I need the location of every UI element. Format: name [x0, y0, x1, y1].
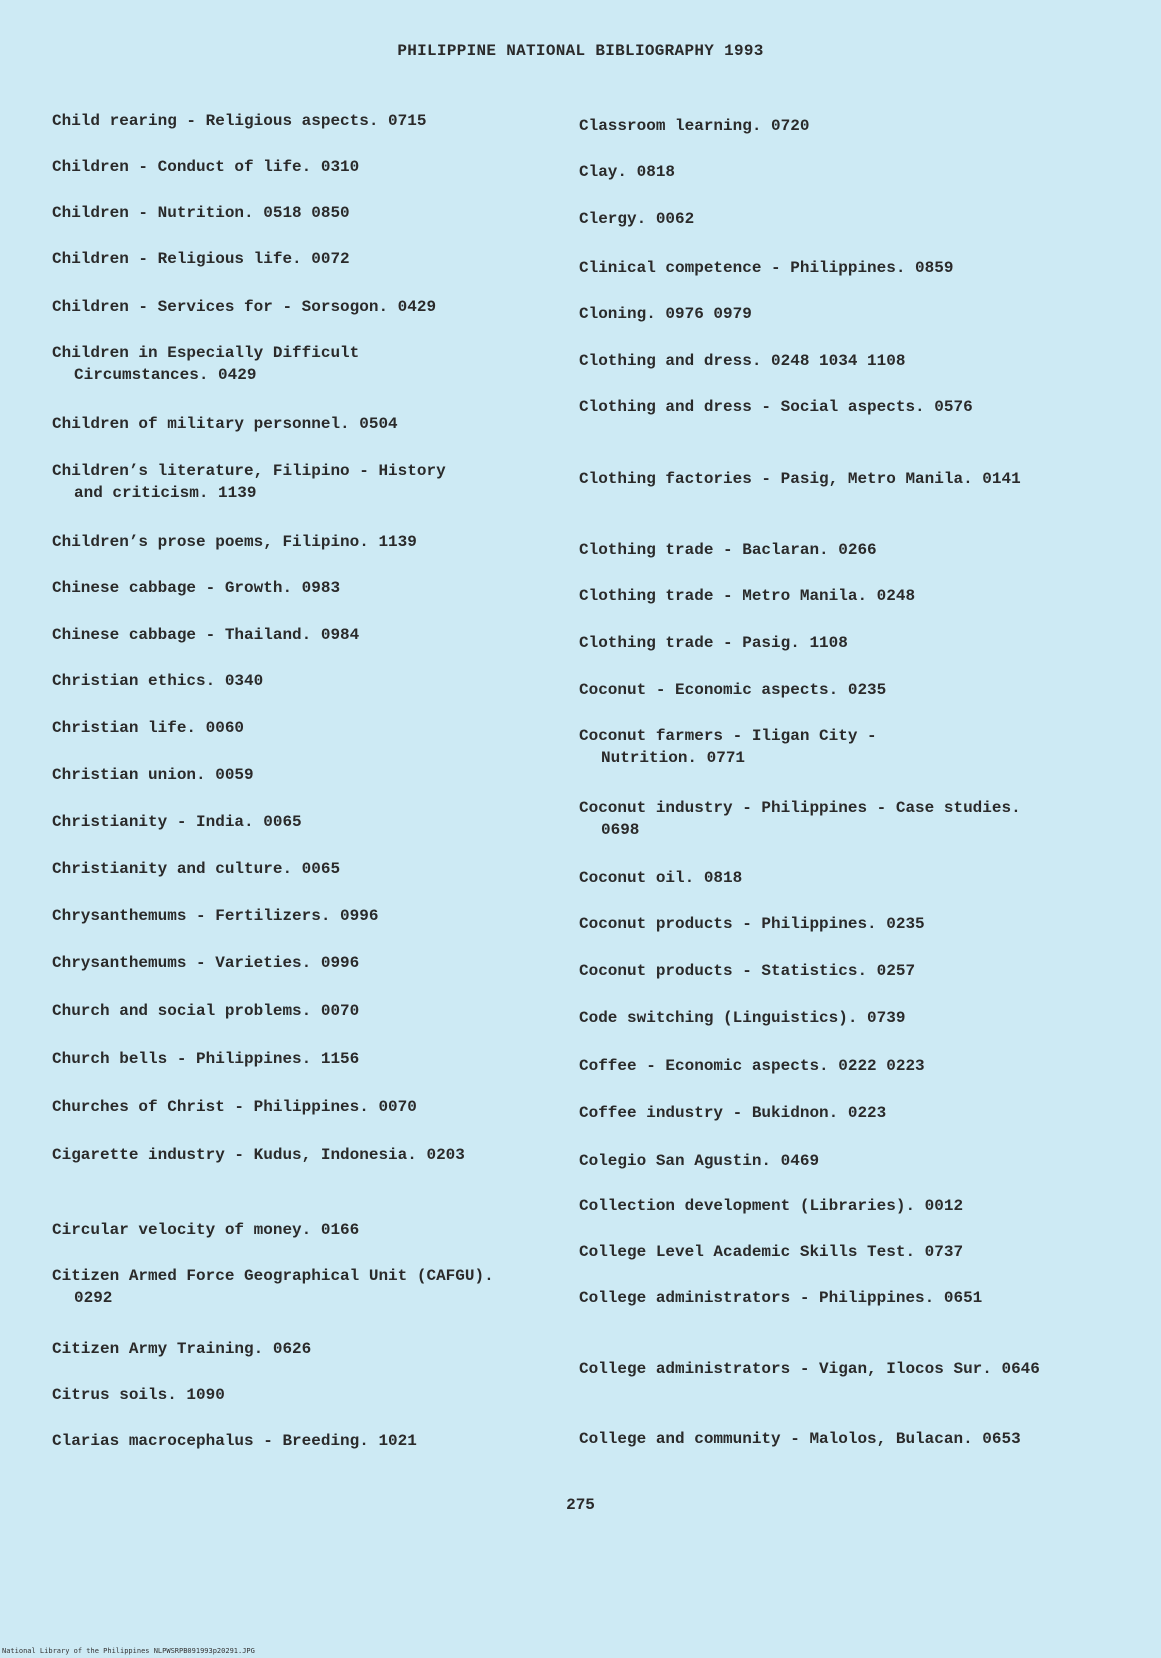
index-entry: Coconut products - Statistics. 0257 [579, 962, 916, 980]
index-entry: Christian life. 0060 [52, 719, 245, 737]
index-entry: Clothing trade - Pasig. 1108 [579, 634, 848, 652]
index-entry: Clothing and dress - Social aspects. 0576 [579, 398, 973, 416]
index-entry: Children in Especially Difficult Circumstances. 0429 [52, 344, 360, 384]
index-entry: Cigarette industry - Kudus, Indonesia. 0203 [52, 1146, 465, 1164]
index-entry: Child rearing - Religious aspects. 0715 [52, 112, 427, 130]
index-entry: Clothing factories - Pasig, Metro Manila. 0141 [579, 470, 1021, 488]
index-entry: Colegio San Agustin. 0469 [579, 1152, 820, 1170]
index-entry: Children’s literature, Filipino - History and criticism. 1139 [52, 462, 446, 502]
index-entry: Circular velocity of money. 0166 [52, 1221, 360, 1239]
index-entry: Coconut oil. 0818 [579, 869, 743, 887]
index-entry: Chrysanthemums - Varieties. 0996 [52, 954, 360, 972]
scan-footer: National Library of the Philippines NLPWSRPB091993p20291.JPG [2, 1647, 255, 1655]
index-entry: Collection development (Libraries). 0012 [579, 1197, 964, 1215]
index-entry: Children - Nutrition. 0518 0850 [52, 204, 350, 222]
index-entry: College and community - Malolos, Bulacan. 0653 [579, 1430, 1021, 1448]
index-entry: Clothing trade - Baclaran. 0266 [579, 541, 877, 559]
index-entry: Clinical competence - Philippines. 0859 [579, 259, 954, 277]
index-entry: Classroom learning. 0720 [579, 117, 810, 135]
index-entry: Church and social problems. 0070 [52, 1002, 360, 1020]
index-entry: Children’s prose poems, Filipino. 1139 [52, 533, 417, 551]
index-entry: Coconut farmers - Iligan City - Nutrition. 0771 [579, 727, 877, 767]
index-entry: Coconut products - Philippines. 0235 [579, 915, 925, 933]
index-entry: Clarias macrocephalus - Breeding. 1021 [52, 1432, 417, 1450]
index-entry: Children - Conduct of life. 0310 [52, 158, 360, 176]
page-number: 275 [566, 1496, 595, 1514]
index-entry: Christian union. 0059 [52, 766, 254, 784]
index-entry: Church bells - Philippines. 1156 [52, 1050, 360, 1068]
index-entry: Coconut industry - Philippines - Case studies. 0698 [579, 799, 1021, 839]
index-entry: Coconut - Economic aspects. 0235 [579, 681, 887, 699]
index-entry: Citizen Army Training. 0626 [52, 1340, 312, 1358]
index-entry: Citizen Armed Force Geographical Unit (CAFGU). 0292 [52, 1267, 494, 1307]
index-entry: College Level Academic Skills Test. 0737 [579, 1243, 964, 1261]
index-entry: Christianity and culture. 0065 [52, 860, 341, 878]
index-entry: Chrysanthemums - Fertilizers. 0996 [52, 907, 379, 925]
index-entry: Code switching (Linguistics). 0739 [579, 1009, 906, 1027]
index-entry: Clay. 0818 [579, 163, 676, 181]
index-entry: Christian ethics. 0340 [52, 672, 264, 690]
index-entry: Children - Religious life. 0072 [52, 250, 350, 268]
index-entry: Coffee industry - Bukidnon. 0223 [579, 1104, 887, 1122]
index-entry: College administrators - Vigan, Ilocos Sur. 0646 [579, 1360, 1040, 1378]
index-entry: Churches of Christ - Philippines. 0070 [52, 1098, 417, 1116]
page-title: PHILIPPINE NATIONAL BIBLIOGRAPHY 1993 [397, 42, 764, 60]
index-entry: Christianity - India. 0065 [52, 813, 302, 831]
index-entry: Children of military personnel. 0504 [52, 415, 398, 433]
index-entry: Clothing and dress. 0248 1034 1108 [579, 352, 906, 370]
index-entry: Chinese cabbage - Growth. 0983 [52, 579, 341, 597]
index-entry: Clothing trade - Metro Manila. 0248 [579, 587, 916, 605]
index-entry: College administrators - Philippines. 0651 [579, 1289, 983, 1307]
index-entry: Children - Services for - Sorsogon. 0429 [52, 298, 437, 316]
index-entry: Coffee - Economic aspects. 0222 0223 [579, 1057, 925, 1075]
index-entry: Clergy. 0062 [579, 210, 695, 228]
index-entry: Citrus soils. 1090 [52, 1386, 225, 1404]
index-entry: Cloning. 0976 0979 [579, 305, 752, 323]
index-entry: Chinese cabbage - Thailand. 0984 [52, 626, 360, 644]
